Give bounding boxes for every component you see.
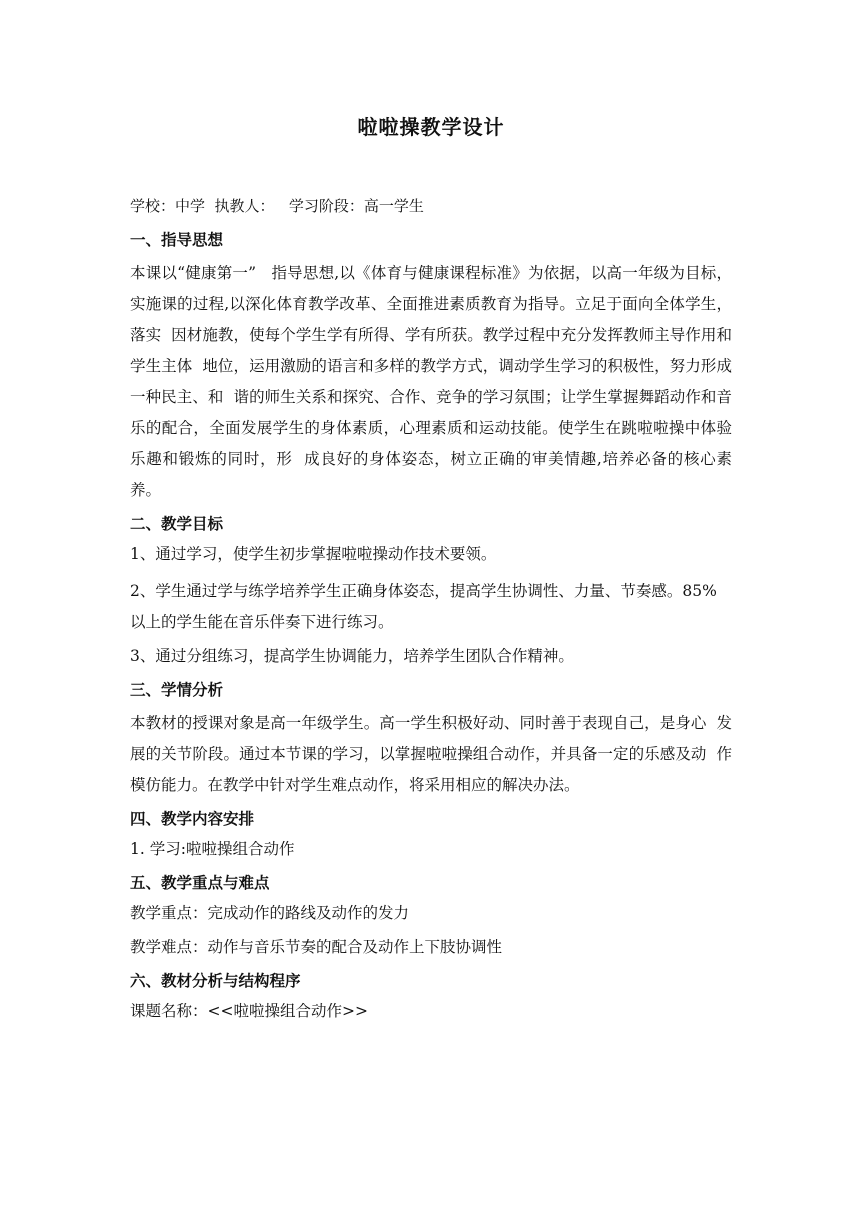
document-body [130, 112, 747, 1033]
section-heading-key-points: 五、教学重点与难点 [130, 874, 270, 892]
lesson-title-item: 课题名称：<<啦啦操组合动作>> [130, 1002, 368, 1020]
goal-item-2: 2、学生通过学与练学培养学生正确身体姿态，提高学生协调性、力量、节奏感。85%以上的学生能在音乐伴奏下进行练习。 [130, 582, 717, 631]
difficult-point-item: 教学难点：动作与音乐节奏的配合及动作上下肢协调性 [130, 938, 503, 956]
section-paragraph-student-analysis: 本教材的授课对象是高一年级学生。高一学生积极好动、同时善于表现自己，是身心 发展的关节阶段。通过本节课的学习，以掌握啦啦操组合动作，并具备一定的乐感及动 作模仿能力。在教学中针对学生难点动作，将采用相应的解决办法。 [130, 714, 732, 794]
key-point-item: 教学重点：完成动作的路线及动作的发力 [130, 904, 410, 922]
section-heading-guiding-ideology: 一、指导思想 [130, 231, 224, 249]
goal-item-1: 1、通过学习，使学生初步掌握啦啦操动作技术要领。 [130, 545, 497, 563]
section-heading-student-analysis: 三、学情分析 [130, 681, 224, 699]
content-item-1: 1. 学习:啦啦操组合动作 [130, 840, 295, 858]
section-heading-material-analysis: 六、教材分析与结构程序 [130, 972, 301, 990]
meta-line: 学校：中学 执教人： 学习阶段：高一学生 [130, 197, 424, 215]
goal-item-3: 3、通过分组练习，提高学生协调能力，培养学生团队合作精神。 [130, 647, 574, 665]
document-title: 啦啦操教学设计 [357, 115, 505, 139]
section-heading-teaching-goals: 二、教学目标 [130, 515, 224, 533]
section-paragraph-guiding-ideology: 本课以“健康第一” 指导思想,以《体育与健康课程标准》为依据，以高一年级为目标， 实施课的过程,以深化体育教学改革、全面推进素质教育为指导。立足于面向全体学生，落实 因材施教，使每个学生学有所得、学有所获。教学过程中充分发挥教师主导作用和学生主体 地位，运用激励的语言和多样的教学方式，调动学生学习的积极性，努力形成一种民主、和 谐的师生关系和探究、合作、竞争的学习氛围；让学生掌握舞蹈动作和音乐的配合，全面发展学生的身体素质，心理素质和运动技能。使学生在跳啦啦操中体验乐趣和锻炼的同时，形 成良好的身体姿态，树立正确的审美情趣,培养必备的核心素养。 [130, 264, 747, 499]
section-heading-content-arrangement: 四、教学内容安排 [130, 810, 255, 828]
